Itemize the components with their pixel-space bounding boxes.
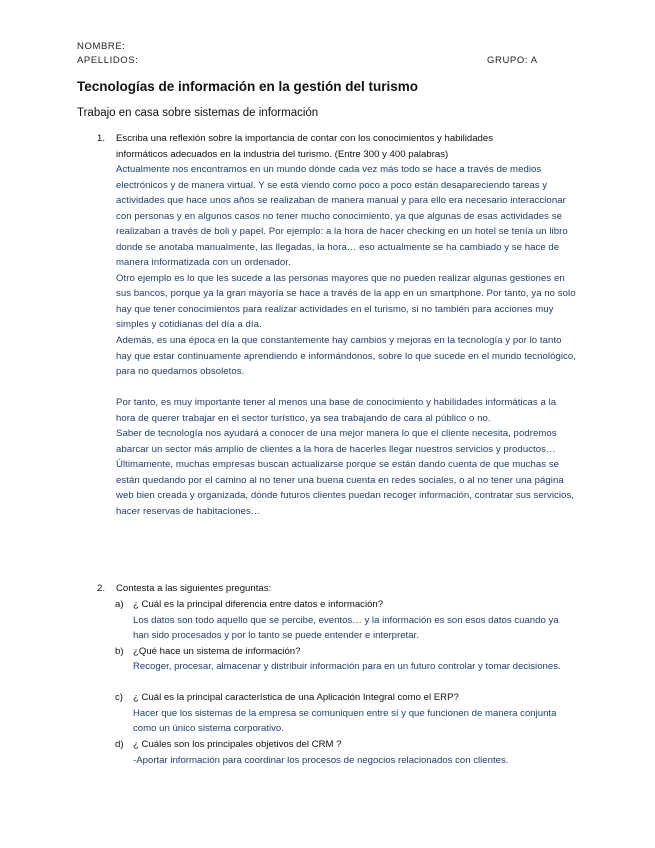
document-title: Tecnologías de información en la gestión del turismo — [77, 79, 419, 94]
apellidos-label: APELLIDOS: — [77, 55, 139, 66]
answer-paragraph-4: Por tanto, es muy importante tener al menos una base de conocimiento y habilidades informáticas a la hora de querer trabajar en el sector turístico, ya sea trabajando de cara al público o no. — [116, 397, 557, 424]
question-1-number: 1. — [97, 133, 106, 144]
answer-paragraph-2: Otro ejemplo es lo que les sucede a las personas mayores que no pueden realizar algunas gestiones en sus bancos, porque ya la gran mayoría se hace a través de la app en un smartphone. Por tanto, ya no solo hay que tener conocimientos para realizar actividades en el turismo, si no también para acciones muy simples y cotidianas del día a día. — [116, 272, 576, 331]
subquestion-b: ¿Qué hace un sistema de información? — [133, 645, 301, 657]
answer-paragraph-1: Actualmente nos encontramos en un mundo dónde cada vez más todo se hace a través de medios electrónicos y de manera virtual. Y se está viendo como poco a poco están desapareciendo tareas y actividades que hace unos años se realizaban de manera manual y para ello era necesario interaccionar con personas y en algunos casos no tener mucho conocimiento, ya que algunas de esas actividades se realizaban a través de boli y papel. Por ejemplo: a la hora de hacer checking en un hotel se tenía un libro donde se anotaba manualmente, las llegadas, la hora… eso actualmente se ha cambiado y se hace de manera informatizada con un ordenador. — [116, 164, 568, 269]
question-1-prompt-line-2: informáticos adecuados en la industria del turismo. (Entre 300 y 400 palabras) — [116, 148, 449, 160]
subquestion-b-letter: b) — [115, 645, 124, 657]
subanswer-d: -Aportar información para coordinar los procesos de negocios relacionados con clientes. — [133, 754, 509, 766]
answer-paragraph-5: Saber de tecnología nos ayudará a conocer de una mejor manera lo que el cliente necesita, podremos abarcar un sector más amplio de clientes a la hora de hacerles llegar nuestros servicios y productos… — [116, 428, 557, 455]
subquestion-c-letter: c) — [115, 692, 123, 703]
question-1-prompt-line-1: Escriba una reflexión sobre la importancia de contar con los conocimientos y habilidades — [116, 133, 494, 144]
answer-paragraph-6: Últimamente, muchas empresas buscan actualizarse porque se están dando cuenta de que muchas se están quedando por el camino al no tener una buena cuenta en redes sociales, o al no tener una página web bien creada y organizada, dónde futuros clientes puedan recoger información, contratar sus servicios, hacer reservas de habitaciones… — [116, 459, 575, 517]
answer-paragraph-3: Además, es una época en la que constantemente hay cambios y mejoras en la tecnología y por lo tanto hay que estar continuamente aprendiendo e informándonos, sobre lo que sucede en el mundo tecnológico, para no quedarnos obsoletos. — [116, 335, 576, 378]
subquestion-a-letter: a) — [115, 599, 124, 610]
question-1-answer — [116, 162, 576, 520]
subanswer-b: Recoger, procesar, almacenar y distribuir información para en un futuro controlar y tomar decisiones. — [133, 661, 561, 672]
nombre-label: NOMBRE: — [77, 41, 126, 52]
subquestion-d-letter: d) — [115, 739, 124, 750]
subquestion-a: ¿ Cuál es la principal diferencia entre datos e información? — [133, 599, 384, 610]
subanswer-c: Hacer que los sistemas de la empresa se comuniquen entre sí y que funcionen de manera conjunta como un único sistema corporativo. — [133, 707, 557, 734]
subquestion-d: ¿ Cuáles son los principales objetivos del CRM ? — [133, 739, 342, 750]
document-subtitle: Trabajo en casa sobre sistemas de información — [77, 107, 319, 119]
subquestion-c: ¿ Cuál es la principal característica de una Aplicación Integral como el ERP? — [133, 692, 459, 703]
grupo-label: GRUPO: A — [487, 55, 538, 66]
subanswer-a: Los datos son todo aquello que se percibe, eventos… y la información es son esos datos cuando ya han sido procesados y por lo tanto se puede entender e interpretar. — [133, 614, 559, 641]
question-2-prompt: Contesta a las siguientes preguntas: — [116, 583, 272, 594]
question-2-number: 2. — [97, 583, 106, 594]
